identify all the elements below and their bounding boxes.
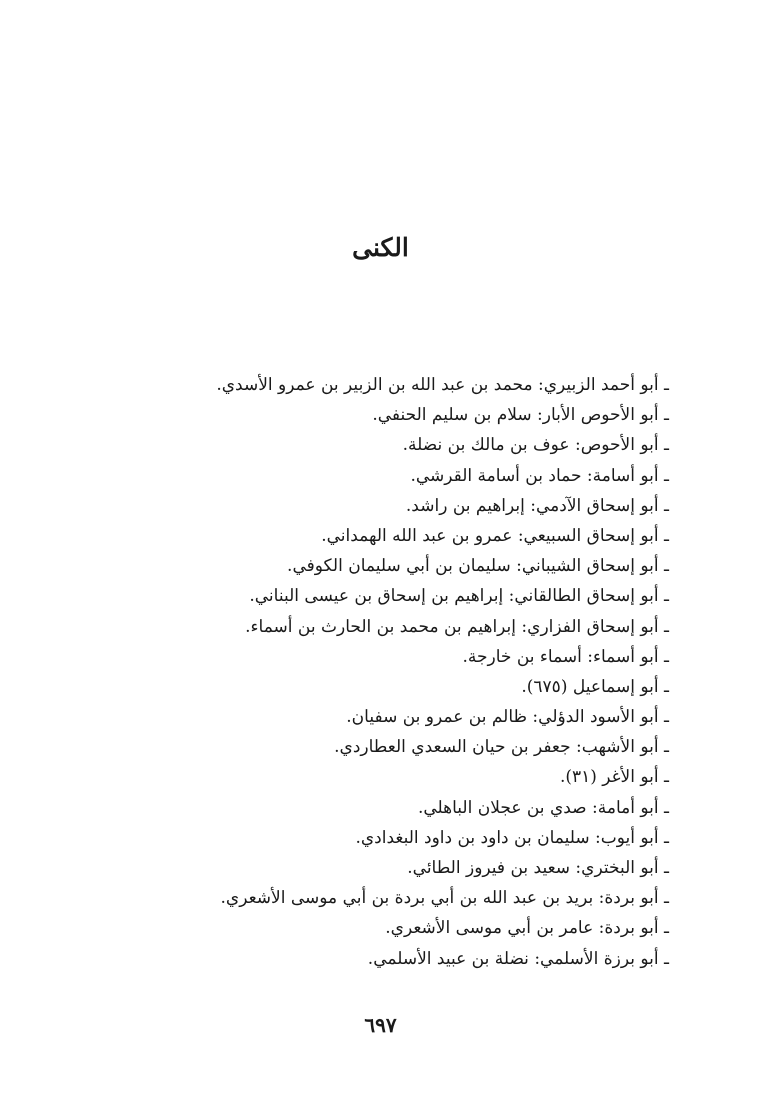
list-item: ـ أبو الأسود الدؤلي: ظالم بن عمرو بن سفيان.	[346, 707, 669, 728]
list-item: ـ أبو أحمد الزبيري: محمد بن عبد الله بن الزبير بن عمرو الأسدي.	[216, 375, 669, 395]
list-item: ـ أبو الأحوص الأبار: سلام بن سليم الحنفي.	[372, 405, 669, 426]
list-item: ـ أبو البختري: سعيد بن فيروز الطائي.	[407, 858, 669, 878]
list-item: ـ أبو إسحاق الفزاري: إبراهيم بن محمد بن الحارث بن أسماء.	[245, 616, 669, 637]
list-item: ـ أبو إسحاق الآدمي: إبراهيم بن راشد.	[405, 495, 669, 516]
kunya-list	[69, 370, 669, 974]
list-item: ـ أبو إسحاق الشيباني: سليمان بن أبي سليمان الكوفي.	[287, 556, 669, 577]
list-item: ـ أبو الأغر (٣١).	[559, 767, 669, 788]
list-item: ـ أبو أسامة: حماد بن أسامة القرشي.	[410, 465, 669, 486]
list-item: ـ أبو بردة: عامر بن أبي موسى الأشعري.	[385, 918, 669, 939]
list-item: ـ أبو الأحوص: عوف بن مالك بن نضلة.	[402, 435, 669, 456]
list-item: ـ أبو إسحاق السبيعي: عمرو بن عبد الله الهمداني.	[321, 525, 669, 546]
page-title: الكنى	[352, 233, 409, 262]
page-number: ٦٩٧	[364, 1013, 397, 1037]
list-item: ـ أبو أمامة: صدي بن عجلان الباهلي.	[417, 797, 669, 818]
list-item: ـ أبو أيوب: سليمان بن داود بن داود البغدادي.	[355, 827, 669, 848]
list-item: ـ أبو أسماء: أسماء بن خارجة.	[462, 646, 669, 667]
list-item: ـ أبو الأشهب: جعفر بن حيان السعدي العطاردي.	[334, 737, 669, 758]
list-item: ـ أبو إسحاق الطالقاني: إبراهيم بن إسحاق بن عيسى البناني.	[249, 586, 669, 607]
list-item: ـ أبو برزة الأسلمي: نضلة بن عبيد الأسلمي.	[367, 948, 669, 969]
list-item: ـ أبو بردة: بريد بن عبد الله بن أبي بردة بن أبي موسى الأشعري.	[220, 888, 669, 909]
list-item: ـ أبو إسماعيل (٦٧٥).	[521, 676, 669, 697]
